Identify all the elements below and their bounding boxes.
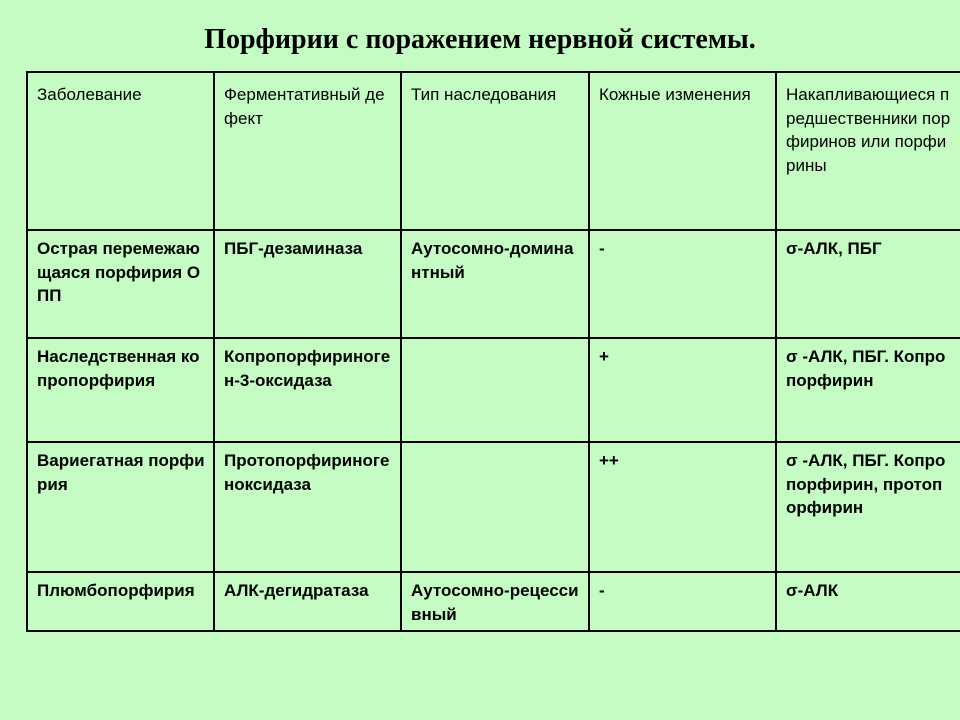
- page-title: Порфирии с поражением нервной системы.: [204, 24, 756, 55]
- cell-inheritance-type: [401, 338, 589, 442]
- cell-skin-changes: +: [589, 338, 776, 442]
- cell-accumulated-precursors: σ -АЛК, ПБГ. Копропорфирин: [776, 338, 960, 442]
- cell-accumulated-precursors: σ -АЛК, ПБГ. Копропорфирин, протопорфирин: [776, 442, 960, 572]
- cell-disease: Плюмбопорфирия: [27, 572, 214, 631]
- cell-enzyme-defect: Протопорфириногеноксидаза: [214, 442, 401, 572]
- table-row: [27, 442, 960, 572]
- cell-accumulated-precursors: σ-АЛК, ПБГ: [776, 230, 960, 338]
- cell-skin-changes: -: [589, 572, 776, 631]
- cell-enzyme-defect: Копропорфириноген-3-оксидаза: [214, 338, 401, 442]
- cell-disease: Наследственная копропорфирия: [27, 338, 214, 442]
- header-enzyme-defect: Ферментативный дефект: [214, 72, 401, 230]
- cell-inheritance-type: Аутосомно-рецессивный: [401, 572, 589, 631]
- cell-enzyme-defect: АЛК-дегидратаза: [214, 572, 401, 631]
- cell-skin-changes: ++: [589, 442, 776, 572]
- table-row: [27, 230, 960, 338]
- header-disease: Заболевание: [27, 72, 214, 230]
- cell-disease: Вариегатная порфирия: [27, 442, 214, 572]
- table-row: [27, 338, 960, 442]
- cell-accumulated-precursors: σ-АЛК: [776, 572, 960, 631]
- cell-enzyme-defect: ПБГ-дезаминаза: [214, 230, 401, 338]
- porphyria-table: [26, 71, 960, 632]
- header-skin-changes: Кожные изменения: [589, 72, 776, 230]
- header-accumulated-precursors: Накапливающиеся предшественники порфиринов или порфирины: [776, 72, 960, 230]
- cell-inheritance-type: Аутосомно-доминантный: [401, 230, 589, 338]
- header-inheritance-type: Тип наследования: [401, 72, 589, 230]
- table-row: [27, 572, 960, 631]
- cell-skin-changes: -: [589, 230, 776, 338]
- cell-inheritance-type: [401, 442, 589, 572]
- table-header-row: [27, 72, 960, 230]
- cell-disease: Острая перемежающаяся порфирия ОПП: [27, 230, 214, 338]
